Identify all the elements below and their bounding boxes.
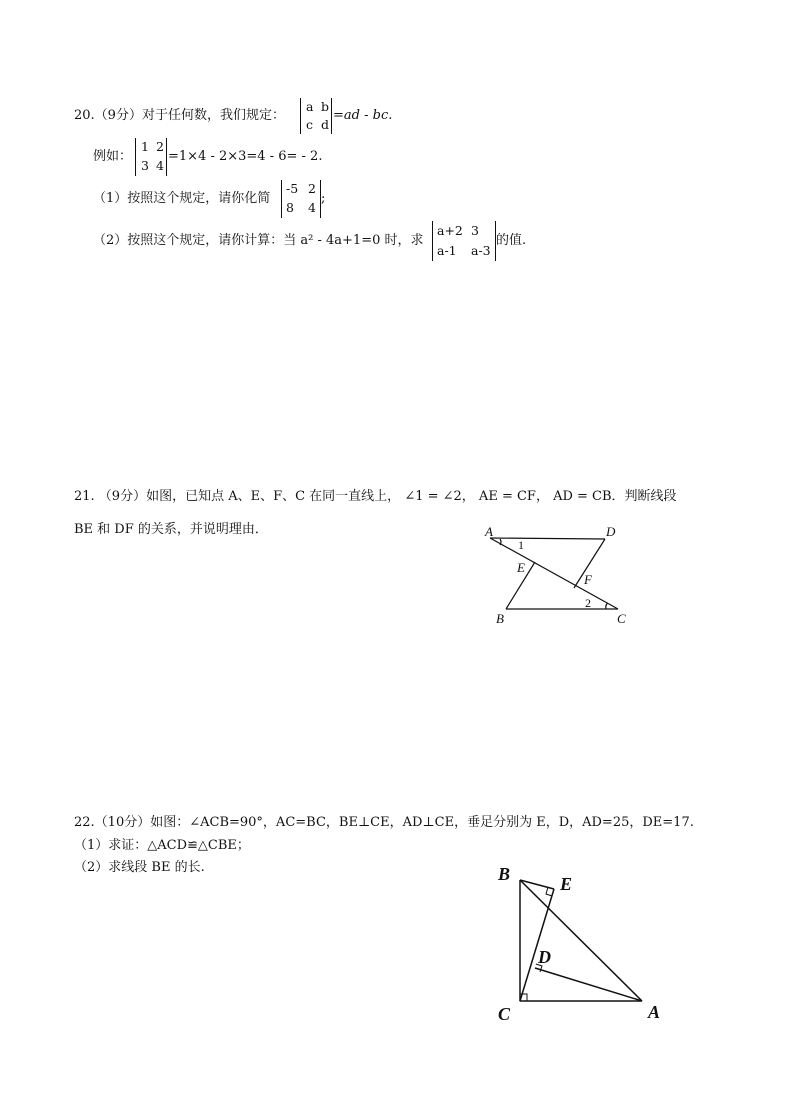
det-cell: 8	[286, 200, 294, 215]
label-C: C	[617, 611, 626, 626]
label-C: C	[498, 1004, 511, 1024]
q20-part2-text: （2）按照这个规定，请你计算：当 a² - 4a+1=0 时，求	[93, 233, 424, 248]
det-cell: a	[306, 99, 314, 114]
q20-example-rhs: =1×4 - 2×3=4 - 6= - 2.	[168, 149, 323, 164]
angle2-label: 2	[585, 596, 591, 610]
angle2-arc	[606, 603, 608, 609]
q21-line2: BE 和 DF 的关系，并说明理由．	[74, 522, 268, 537]
det-cell: 3	[141, 158, 149, 173]
label-F: F	[584, 572, 592, 587]
det-cell: a+2	[437, 223, 463, 238]
label-A: A	[485, 524, 493, 539]
det-cell: a-3	[471, 243, 491, 258]
q20-definition-determinant	[300, 98, 332, 134]
label-D: D	[606, 524, 616, 539]
angle1-arc	[500, 539, 501, 545]
q22-part1: （1）求证：△ACD≌△CBE；	[74, 838, 250, 853]
det-cell: 3	[471, 223, 479, 238]
det-cell: b	[321, 99, 330, 114]
q22-line1: 22.（10分）如图：∠ACB=90°，AC=BC，BE⊥CE，AD⊥CE，垂足分别为 E，D，AD=25，DE=17.	[74, 815, 694, 830]
det-cell: 2	[308, 181, 316, 196]
det-cell: c	[306, 117, 314, 132]
q20-part1-end: ;	[321, 191, 326, 206]
q21-figure	[478, 520, 638, 632]
label-D: D	[538, 947, 551, 967]
det-cell: a-1	[437, 243, 457, 258]
label-E: E	[517, 560, 525, 575]
det-cell: 4	[156, 158, 164, 173]
segment-AD	[490, 538, 605, 539]
label-B: B	[498, 864, 511, 884]
label-E: E	[560, 874, 573, 894]
q20-part2-end: 的值.	[496, 233, 527, 248]
segment-CE	[520, 889, 554, 1001]
det-cell: 4	[308, 200, 316, 215]
q20-example-label: 例如：	[93, 149, 133, 164]
det-cell: d	[321, 117, 330, 132]
q20-definition-rhs: =ad - bc.	[333, 108, 393, 123]
q20-example-determinant	[135, 138, 167, 176]
det-cell: -5	[286, 181, 299, 196]
q22-part2: （2）求线段 BE 的长.	[74, 860, 205, 875]
q20-heading: 20.（9分）对于任何数，我们规定：	[74, 108, 285, 123]
q20-part2-determinant	[432, 221, 496, 261]
q20-part1-determinant	[281, 180, 321, 218]
label-B: B	[496, 611, 504, 626]
angle1-label: 1	[518, 538, 524, 552]
q22-figure	[490, 860, 670, 1030]
q21-line1: 21. （9分）如图，已知点 A、E、F、C 在同一直线上， ∠1 = ∠2， AE = CF， AD = CB．判断线段	[74, 489, 677, 504]
det-cell: 1	[141, 139, 149, 154]
det-cell: 2	[156, 139, 164, 154]
q20-part1-text: （1）按照这个规定，请你化简	[93, 191, 271, 206]
label-A: A	[648, 1002, 661, 1022]
